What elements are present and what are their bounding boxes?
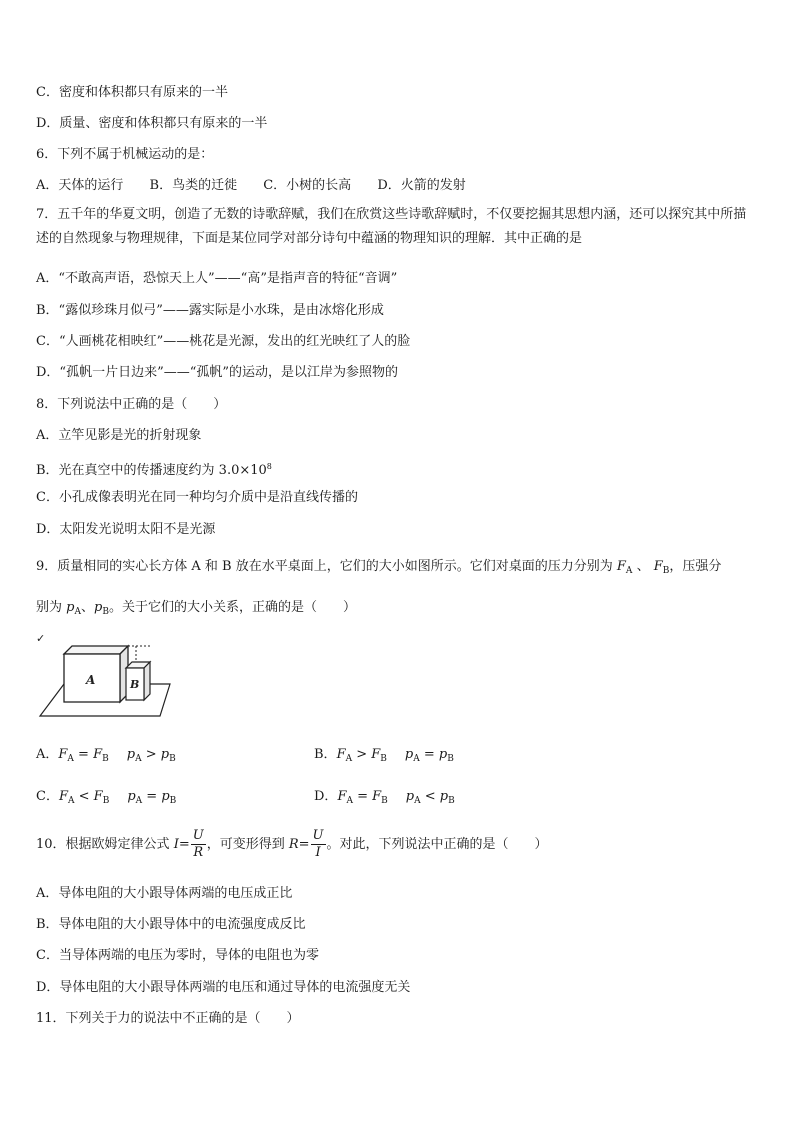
q8-option-b-text: B．光在真空中的传播速度约为 3.0×10	[36, 463, 267, 478]
q9-pressure-a: $p_A$	[66, 600, 81, 617]
q9-force-a: $F_A$	[616, 559, 633, 576]
q8-exponent: 8	[266, 462, 272, 471]
label-b: B	[130, 678, 140, 691]
q6-option-c: C．小树的长高	[263, 178, 352, 193]
q9-figure	[34, 632, 174, 722]
check-mark: ✓	[36, 632, 46, 645]
q9-force-b: $F_B$	[653, 559, 670, 576]
option-c-prev: C．密度和体积都只有原来的一半	[36, 85, 228, 100]
q6-option-a: A．天体的运行	[36, 178, 124, 193]
q9-b-letter: B．	[314, 747, 337, 762]
q9-text-1: 9．质量相同的实心长方体 A 和 B 放在水平桌面上，它们的大小如图所示。它们对桌面的压力分别为	[36, 559, 613, 574]
option-d-prev: D．质量、密度和体积都只有原来的一半	[36, 116, 268, 131]
q9-option-a: A．$F_A = F_B$ $p_A > p_B$	[36, 747, 176, 764]
q6-option-d: D．火箭的发射	[377, 178, 466, 193]
label-a: A	[86, 673, 96, 687]
question-7: 7．五千年的华夏文明，创造了无数的诗歌辞赋，我们在欣赏这些诗歌辞赋时，不仅要挖掘其思想内涵，还可以探究其中所描述的自然现象与物理规律，下面是某位同学对部分诗句中蕴涵的物理知识的理解．其中正确的是	[36, 207, 747, 246]
q7-option-a: A．“不敢高声语，恐惊天上人”——“高”是指声音的特征“音调”	[36, 271, 398, 286]
q9-figure-svg	[34, 632, 174, 722]
q9-d-letter: D．	[314, 789, 338, 804]
q6-option-b: B．鸟类的迁徙	[149, 178, 238, 193]
q9-a-letter: A．	[36, 747, 59, 762]
q8-option-d: D．太阳发光说明太阳不是光源	[36, 522, 216, 537]
q9-text-2b: 。关于它们的大小关系，正确的是（ ）	[108, 600, 356, 615]
q9-pressure-b: $p_B$	[94, 600, 109, 617]
q7-option-d: D．“孤帆一片日边来”——“孤帆”的运动，是以江岸为参照物的	[36, 365, 399, 380]
question-6: 6．下列不属于机械运动的是：	[36, 147, 214, 162]
q10-text-pre: 10．根据欧姆定律公式	[36, 837, 174, 852]
q10-option-d: D．导体电阻的大小跟导体两端的电压和通过导体的电流强度无关	[36, 980, 411, 995]
q6-options	[36, 177, 466, 195]
q10-option-b: B．导体电阻的大小跟导体中的电流强度成反比	[36, 917, 306, 932]
question-10: 10．根据欧姆定律公式 I= $\frac{U}{R}$ ，可变形得到 R= $\frac{U}{I}$ 。对此，下列说法中正确的是（ ）	[36, 828, 548, 860]
q9-option-c: C．$F_A < F_B$ $p_A = p_B$	[36, 789, 177, 806]
q10-text-post: 。对此，下列说法中正确的是（ ）	[326, 837, 548, 852]
q9-text-1b: ，压强分	[669, 559, 722, 574]
q9-c-letter: C．	[36, 789, 59, 804]
question-9-line2: 别为 $p_A$、$p_B$。关于它们的大小关系，正确的是（ ）	[36, 600, 356, 617]
block-a-top	[64, 646, 128, 654]
q10-option-a: A．导体电阻的大小跟导体两端的电压成正比	[36, 886, 293, 901]
q8-option-c: C．小孔成像表明光在同一种均匀介质中是沿直线传播的	[36, 490, 358, 505]
fraction-u-over-r: $\frac{U}{R}$	[192, 828, 204, 860]
fraction-u-over-i: $\frac{U}{I}$	[312, 828, 324, 860]
q10-option-c: C．当导体两端的电压为零时，导体的电阻也为零	[36, 948, 319, 963]
q7-option-b: B．“露似珍珠月似弓”——露实际是小水珠，是由冰熔化形成	[36, 303, 384, 318]
q9-text-2a: 别为	[36, 600, 63, 615]
question-9-line1: 9．质量相同的实心长方体 A 和 B 放在水平桌面上，它们的大小如图所示。它们对桌面的压力分别为 $F_A$ 、 $F_B$，压强分	[36, 559, 722, 576]
question-8: 8．下列说法中正确的是（ ）	[36, 397, 227, 412]
block-b-side	[144, 662, 150, 700]
q9-option-d: D．$F_A = F_B$ $p_A < p_B$	[314, 789, 455, 806]
q9-option-b: B．$F_A > F_B$ $p_A = p_B$	[314, 747, 454, 764]
question-11: 11．下列关于力的说法中不正确的是（ ）	[36, 1011, 300, 1026]
q8-option-b	[36, 458, 272, 480]
q7-option-c: C．“人画桃花相映红”——桃花是光源，发出的红光映红了人的脸	[36, 334, 411, 349]
q10-text-mid: ，可变形得到	[206, 837, 289, 852]
q8-option-a: A．立竿见影是光的折射现象	[36, 428, 202, 443]
